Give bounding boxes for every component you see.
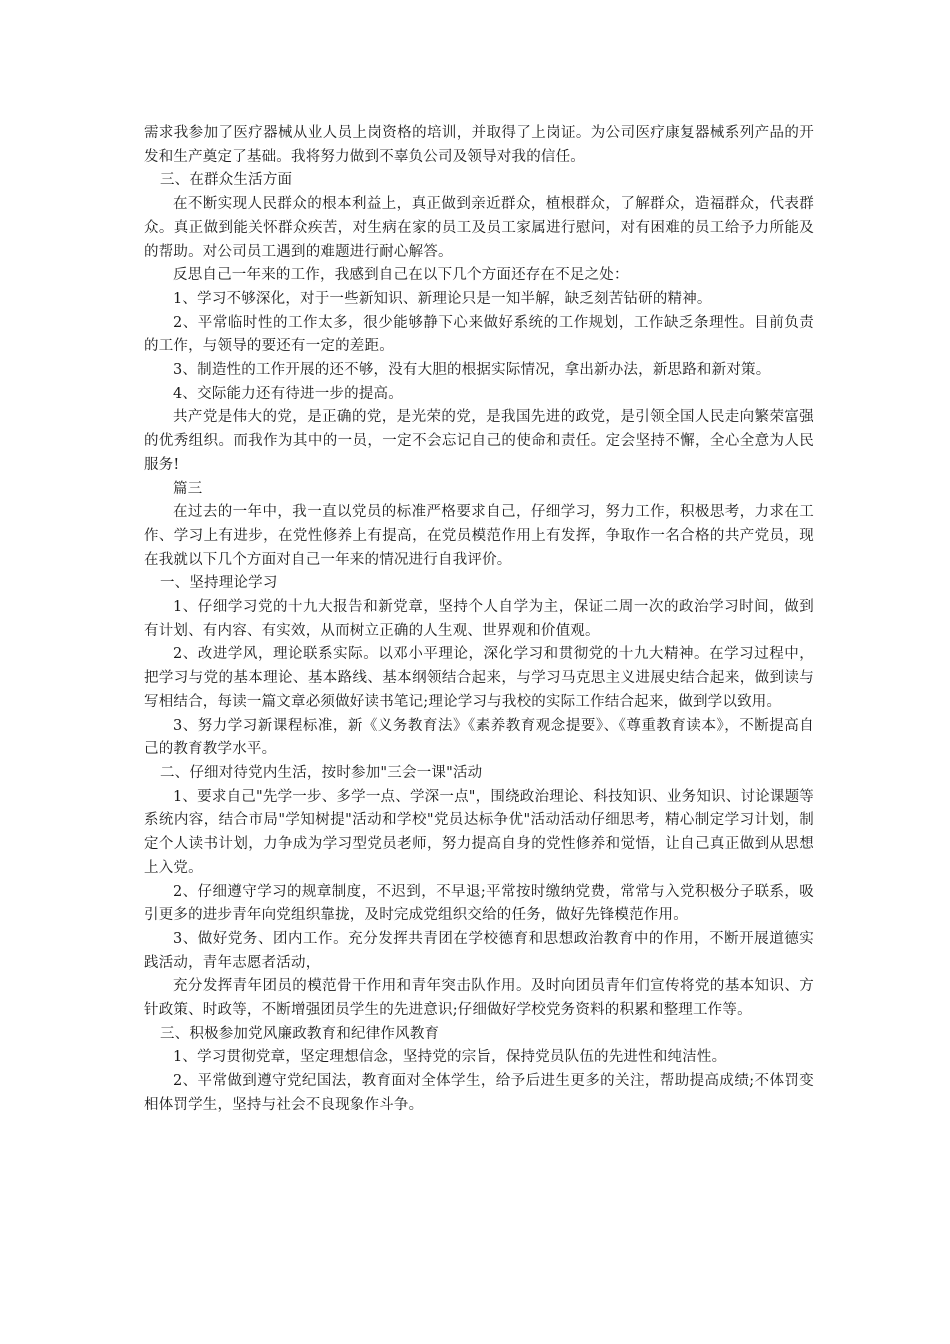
list-item: 2、平常做到遵守党纪国法，教育面对全体学生，给予后进生更多的关注，帮助提高成绩;不体罚变相体罚学生，坚持与社会不良现象作斗争。 — [144, 1073, 814, 1113]
section-heading: 二、仔细对待党内生活，按时参加"三会一课"活动 — [159, 764, 483, 781]
paragraph: 充分发挥青年团员的模范骨干作用和青年突击队作用。及时向团员青年们宣传将党的基本知识、方针政策、时政等，不断增强团员学生的先进意识;仔细做好学校党务资料的积累和整理工作等。 — [144, 978, 814, 1019]
paragraph: 在不断实现人民群众的根本利益上，真正做到亲近群众，植根群众，了解群众，造福群众，代表群众。真正做到能关怀群众疾苦，对生病在家的员工及员工家属进行慰问，对有困难的员工给予力所能及的帮助。对公司员工遇到的难题进行耐心解答。 — [144, 196, 814, 260]
section-heading: 一、坚持理论学习 — [159, 575, 278, 592]
section-title: 篇三 — [173, 480, 203, 497]
list-item: 2、平常临时性的工作太多，很少能够静下心来做好系统的工作规划，工作缺乏条理性。目前负责的工作，与领导的要还有一定的差距。 — [144, 314, 814, 355]
section-heading: 三、积极参加党风廉政教育和纪律作风教育 — [159, 1025, 440, 1042]
paragraph: 需求我参加了医疗器械从业人员上岗资格的培训，并取得了上岗证。为公司医疗康复器械系列产品的开发和生产奠定了基础。我将努力做到不辜负公司及领导对我的信任。 — [144, 125, 814, 165]
document-body — [144, 122, 814, 1118]
paragraph: 在过去的一年中，我一直以党员的标准严格要求自己，仔细学习，努力工作，积极思考，力求在工作、学习上有进步，在党性修养上有提高，在党员模范作用上有发挥，争取作一名合格的共产党员，现在我就以下几个方面对自己一年来的情况进行自我评价。 — [144, 504, 814, 568]
list-item: 3、做好党务、团内工作。充分发挥共青团在学校德育和思想政治教育中的作用，不断开展道德实践活动，青年志愿者活动， — [144, 930, 814, 971]
list-item: 1、学习不够深化，对于一些新知识、新理论只是一知半解，缺乏刻苦钻研的精神。 — [173, 290, 712, 307]
list-item: 1、学习贯彻党章，坚定理想信念，坚持党的宗旨，保持党员队伍的先进性和纯洁性。 — [173, 1049, 727, 1066]
list-item: 3、制造性的工作开展的还不够，没有大胆的根据实际情况，拿出新办法，新思路和新对策。 — [173, 362, 771, 379]
list-item: 4、交际能力还有待进一步的提高。 — [173, 385, 403, 402]
list-item: 1、要求自己"先学一步、多学一点、学深一点"，围绕政治理论、科技知识、业务知识、讨论课题等系统内容，结合市局"学知树提"活动和学校"党员达标争优"活动活动仔细思考，精心制定学习计划，制定个人读书计划，力争成为学习型党员老师，努力提高自身的党性修养和觉悟，让自己真正做到从思想上入党。 — [144, 788, 814, 876]
section-heading: 三、在群众生活方面 — [159, 172, 293, 189]
list-item: 1、仔细学习党的十九大报告和新党章，坚持个人自学为主，保证二周一次的政治学习时间，做到有计划、有内容、有实效，从而树立正确的人生观、世界观和价值观。 — [144, 599, 814, 639]
paragraph: 共产党是伟大的党，是正确的党，是光荣的党，是我国先进的政党，是引领全国人民走向繁荣富强的优秀组织。而我作为其中的一员，一定不会忘记自己的使命和责任。定会坚持不懈，全心全意为人民服务! — [144, 409, 814, 473]
list-item: 2、仔细遵守学习的规章制度，不迟到，不早退;平常按时缴纳党费，常常与入党积极分子联系，吸引更多的进步青年向党组织靠拢，及时完成党组织交给的任务，做好先锋模范作用。 — [144, 883, 814, 924]
paragraph: 反思自己一年来的工作，我感到自己在以下几个方面还存在不足之处： — [173, 267, 629, 284]
list-item: 2、改进学风，理论联系实际。以邓小平理论，深化学习和贯彻党的十九大精神。在学习过程中，把学习与党的基本理论、基本路线、基本纲领结合起来，与学习马克思主义进展史结合起来，做到读与写相结合，每读一篇文章必须做好读书笔记;理论学习与我校的实际工作结合起来，做到学以致用。 — [144, 646, 814, 710]
list-item: 3、努力学习新课程标准，新《义务教育法》《素养教育观念提要》、《尊重教育读本》，不断提高自己的教育教学水平。 — [144, 717, 814, 758]
